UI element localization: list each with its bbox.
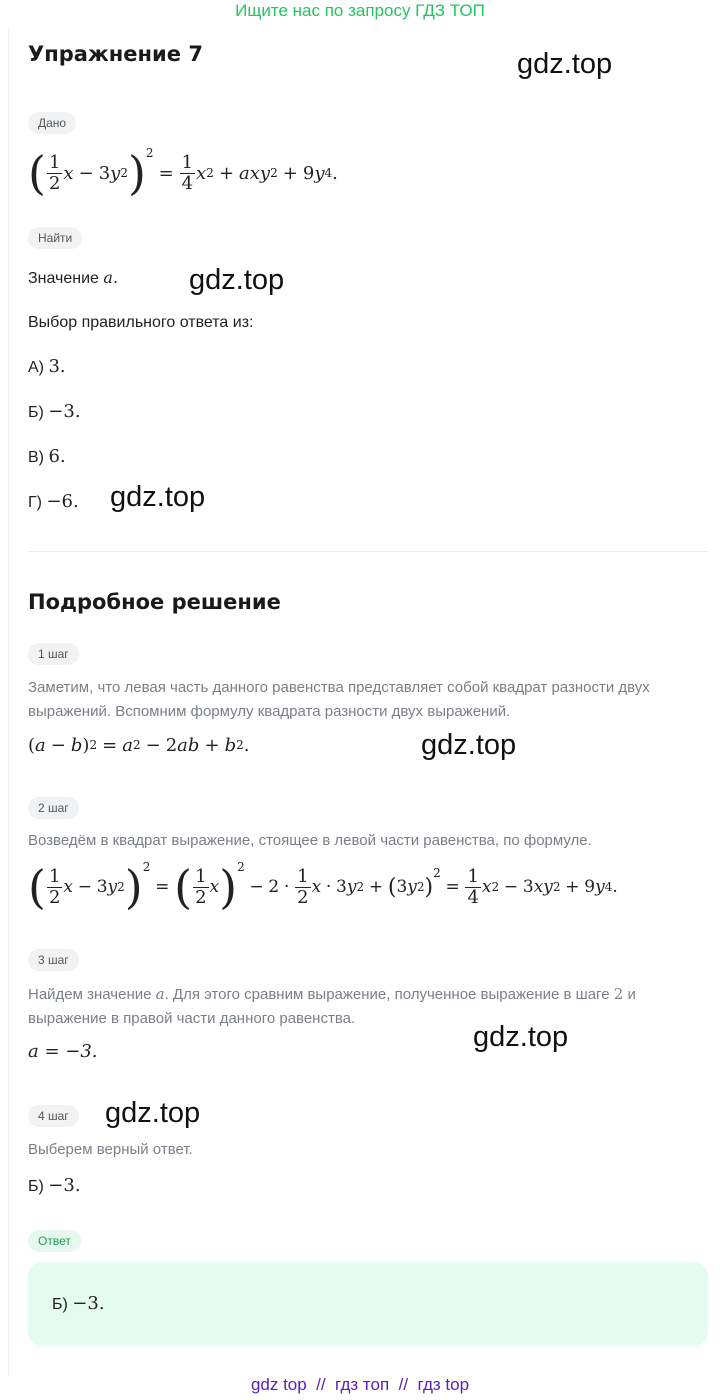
watermark: gdz.top bbox=[473, 1021, 569, 1053]
watermark: gdz.top bbox=[421, 729, 517, 761]
find-text: Значение a. bbox=[28, 268, 119, 287]
step-1-text: Заметим, что левая часть данного равенства представляет собой квадрат разности двух выражений. Вспомним формулу квадрата разности двух выражений. bbox=[28, 679, 650, 720]
solution-title: Подробное решение bbox=[28, 590, 281, 614]
step-4-result: Б) −3. bbox=[28, 1175, 81, 1196]
answer-text: Б) −3. bbox=[52, 1293, 105, 1314]
option-d: Г) −6. bbox=[28, 491, 79, 512]
option-a: А) 3. bbox=[28, 356, 66, 377]
answer-chip: Ответ bbox=[28, 1230, 81, 1252]
watermark: gdz.top bbox=[189, 264, 285, 296]
choice-intro: Выбор правильного ответа из: bbox=[28, 314, 254, 331]
footer-links[interactable]: gdz top // гдз топ // гдз top bbox=[250, 1375, 470, 1394]
step-3-result: a = −3. bbox=[28, 1041, 98, 1062]
top-search-link[interactable]: Ищите нас по запросу ГДЗ ТОП bbox=[235, 1, 485, 20]
step-2-formula: ( $\frac{1}{2}$ x − 3 y 2 ) $^2$ = ( $\frac{1}{2}$ x ) $^2$ − 2 · $\frac{1}{2}$ x · 3 y 2 + ( 3 y 2 ) $^2$ = $\frac{1}{4}$ x 2 − 3 xy 2 + 9 y 4 . bbox=[28, 860, 618, 914]
step-4-chip: 4 шаг bbox=[28, 1105, 79, 1127]
option-b: Б) −3. bbox=[28, 401, 81, 422]
page-title: Упражнение 7 bbox=[28, 42, 203, 66]
find-chip: Найти bbox=[28, 227, 82, 249]
step-3-chip: 3 шаг bbox=[28, 949, 79, 971]
step-3-text: Найдем значение a. Для этого сравним выражение, полученное выражение в шаге 2 и выражение в правой части данного равенства. bbox=[28, 985, 636, 1027]
option-c: В) 6. bbox=[28, 446, 66, 467]
step-1-formula: ( a − b ) 2 = a 2 − 2 ab + b 2 . bbox=[28, 734, 250, 756]
given-equation: ( $\frac{1}{2}$ x − 3 y 2 ) $^2$ = $\frac{1}{4}$ x 2 + axy 2 + 9 y 4 . bbox=[28, 146, 338, 200]
watermark: gdz.top bbox=[110, 481, 206, 513]
step-2-text: Возведём в квадрат выражение, стоящее в левой части равенства, по формуле. bbox=[28, 832, 592, 849]
step-4-text: Выберем верный ответ. bbox=[28, 1141, 193, 1158]
watermark: gdz.top bbox=[105, 1097, 201, 1129]
watermark: gdz.top bbox=[517, 48, 613, 80]
step-2-chip: 2 шаг bbox=[28, 797, 79, 819]
given-chip: Дано bbox=[28, 112, 76, 134]
divider bbox=[28, 551, 708, 552]
answer-box bbox=[28, 1262, 708, 1346]
step-1-chip: 1 шаг bbox=[28, 643, 79, 665]
